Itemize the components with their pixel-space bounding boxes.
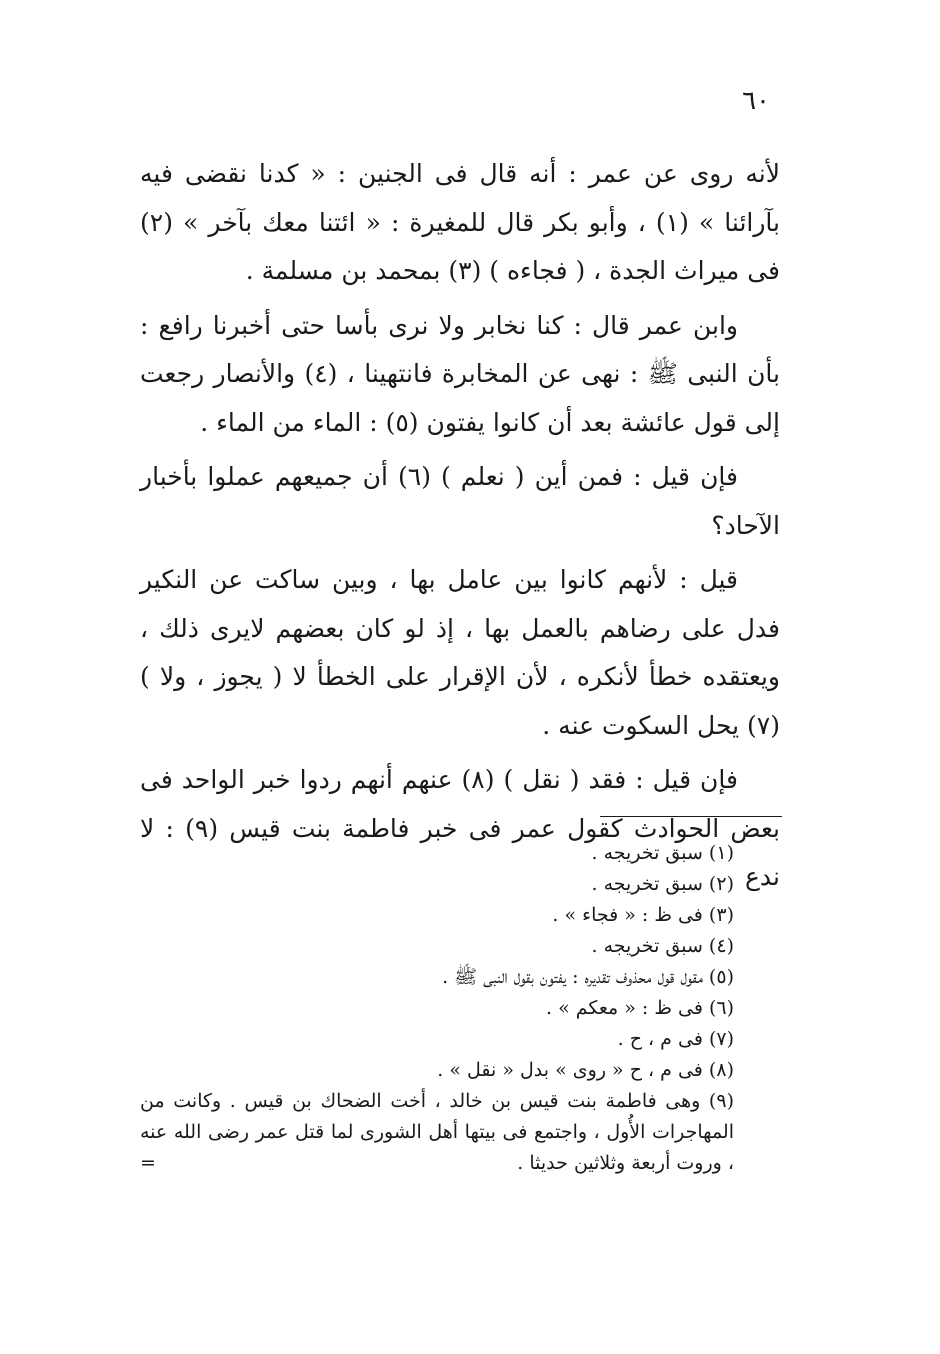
footnote-7: (٧) فى م ، ح . — [617, 1028, 734, 1050]
footnote-3: (٣) فى ظ : « فجاء » . — [552, 904, 734, 926]
footnote-8: (٨) فى م ، ح « روى » بدل « نقل » . — [437, 1059, 734, 1081]
footnote-divider — [600, 816, 782, 817]
footnotes-section — [140, 838, 780, 1179]
footnote-2: (٢) سبق تخريجه . — [591, 873, 734, 895]
paragraph-1: لأنه روى عن عمر : أنه قال فى الجنين : « كدنا نقضى فيه بآرائنا » (١) ، وأبو بكر قال للمغيرة : « ائتنا معك بآخر » (٢) فى ميراث الجدة ، ( فجاءه ) (٣) بمحمد بن مسلمة . — [140, 159, 781, 285]
paragraph-5: فإن قيل : فقد ( نقل ) (٨) عنهم أنهم ردوا خبر الواحد فى بعض الحوادث كقول عمر فى خبر فاطمة بنت قيس (٩) : لا ندع — [140, 765, 781, 891]
footnote-9-text: (٩) وهى فاطمة بنت قيس بن خالد ، أخت الضحاك بن قيس . وكانت من المهاجرات الأُول ، واجتمع فى بيتها أهل الشورى لما قتل عمر رضى الله عنه ، وروت أربعة وثلاثين حديثا . — [140, 1090, 734, 1174]
main-text-body — [140, 150, 780, 908]
paragraph-2: وابن عمر قال : كنا نخابر ولا نرى بأسا حتى أخبرنا رافع : بأن النبى ﷺ : نهى عن المخابرة فانتهينا ، (٤) والأنصار رجعت إلى قول عائشة بعد أن كانوا يفتون (٥) : الماء من الماء . — [140, 310, 781, 437]
footnote-4: (٤) سبق تخريجه . — [591, 935, 734, 957]
paragraph-3: فإن قيل : فمن أين ( نعلم ) (٦) أن جميعهم عملوا بأخبار الآحاد؟ — [140, 462, 780, 540]
page-number: ٦٠ — [742, 86, 770, 116]
continuation-mark: = — [140, 1152, 156, 1174]
footnote-1: (١) سبق تخريجه . — [591, 842, 734, 864]
footnote-9 — [140, 1086, 780, 1179]
footnote-6: (٦) فى ظ : « معكم » . — [546, 997, 734, 1019]
footnote-5: (٥) مقول قول محذوف تقديره : يفتون بقول النبى ﷺ . — [442, 966, 734, 988]
paragraph-4: قيل : لأنهم كانوا بين عامل بها ، وبين ساكت عن النكير فدل على رضاهم بالعمل بها ، إذ لو كان بعضهم لايرى ذلك ، ويعتقده خطأ لأنكره ، لأن الإقرار على الخطأ لا ( يجوز ، ولا ) (٧) يحل السكوت عنه . — [140, 565, 780, 740]
